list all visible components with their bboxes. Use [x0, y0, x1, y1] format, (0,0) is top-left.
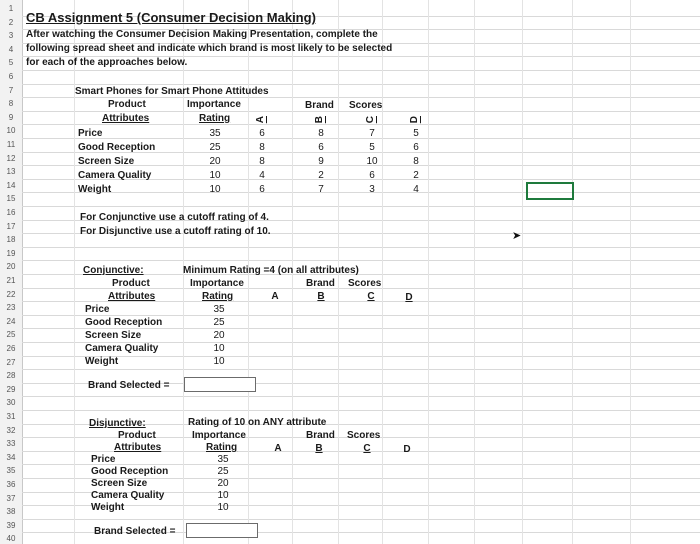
row-number[interactable]: 36 — [0, 478, 22, 492]
attribute-label: Screen Size — [91, 478, 148, 489]
disjunctive-label: Disjunctive: — [89, 418, 146, 429]
row-number[interactable]: 33 — [0, 437, 22, 451]
row-number[interactable]: 31 — [0, 410, 22, 424]
row-number[interactable]: 34 — [0, 451, 22, 465]
conj-importance-label: Importance — [190, 278, 244, 289]
score-c: 3 — [369, 184, 375, 195]
row-number[interactable]: 16 — [0, 206, 22, 220]
score-d: 5 — [413, 128, 419, 139]
row-number[interactable]: 14 — [0, 179, 22, 193]
row-number[interactable]: 17 — [0, 220, 22, 234]
row-number[interactable]: 19 — [0, 247, 22, 261]
row-number[interactable]: 7 — [0, 84, 22, 98]
score-a: 6 — [259, 128, 265, 139]
score-a: 6 — [259, 184, 265, 195]
row-gridline — [22, 356, 700, 357]
disj-rating-label: Rating — [206, 442, 238, 453]
column-gridline — [474, 0, 475, 544]
row-number[interactable]: 15 — [0, 192, 22, 206]
row-number[interactable]: 22 — [0, 288, 22, 302]
conj-brand-c: C — [367, 291, 375, 302]
row-number[interactable]: 29 — [0, 383, 22, 397]
disj-brand-selected-label: Brand Selected = — [94, 526, 176, 537]
table1-attributes-label: Attributes — [102, 113, 150, 124]
score-d: 6 — [413, 142, 419, 153]
row-number[interactable]: 26 — [0, 342, 22, 356]
table1-product-label: Product — [108, 99, 146, 110]
attribute-label: Price — [91, 454, 116, 465]
table1-heading: Smart Phones for Smart Phone Attitudes — [75, 86, 269, 97]
row-number[interactable]: 25 — [0, 328, 22, 342]
table1-scores-label: Scores — [349, 100, 383, 111]
score-c: 6 — [369, 170, 375, 181]
row-number[interactable]: 18 — [0, 233, 22, 247]
row-number[interactable]: 37 — [0, 492, 22, 506]
importance-value: 25 — [209, 142, 221, 153]
conj-brand-selected-input[interactable] — [184, 377, 256, 392]
row-number[interactable]: 28 — [0, 369, 22, 383]
score-b: 7 — [318, 184, 324, 195]
row-number[interactable]: 38 — [0, 505, 22, 519]
table1-rating-label: Rating — [199, 113, 231, 124]
row-number[interactable]: 40 — [0, 532, 22, 544]
row-number[interactable]: 20 — [0, 260, 22, 274]
score-b: 8 — [318, 128, 324, 139]
row-gridline — [22, 410, 700, 411]
conj-rating-label: Rating — [202, 291, 234, 302]
score-c: 5 — [369, 142, 375, 153]
importance-value: 35 — [217, 454, 229, 465]
row-number[interactable]: 27 — [0, 356, 22, 370]
row-number[interactable]: 13 — [0, 165, 22, 179]
importance-value: 20 — [217, 478, 229, 489]
row-number[interactable]: 1 — [0, 2, 22, 16]
conj-brand-b: B — [317, 291, 325, 302]
row-number[interactable]: 11 — [0, 138, 22, 152]
score-c: 10 — [366, 156, 378, 167]
row-number[interactable]: 32 — [0, 424, 22, 438]
score-b: 6 — [318, 142, 324, 153]
row-number[interactable]: 5 — [0, 56, 22, 70]
disj-brand-d: D — [403, 444, 411, 455]
importance-value: 10 — [213, 343, 225, 354]
row-number[interactable]: 9 — [0, 111, 22, 125]
column-gridline — [74, 0, 75, 544]
conj-brand-selected-label: Brand Selected = — [88, 380, 170, 391]
column-gridline — [382, 0, 383, 544]
score-a: 8 — [259, 156, 265, 167]
importance-value: 20 — [213, 330, 225, 341]
row-gridline — [22, 315, 700, 316]
table1-brand-a-header: A — [255, 116, 266, 124]
disj-brand-c: C — [363, 443, 371, 454]
row-gridline — [22, 206, 700, 207]
table1-brand-c-header: C — [365, 116, 376, 124]
column-gridline — [428, 0, 429, 544]
attribute-label: Good Reception — [85, 317, 163, 328]
importance-value: 10 — [217, 502, 229, 513]
attribute-label: Weight — [91, 502, 125, 513]
row-number[interactable]: 12 — [0, 152, 22, 166]
importance-value: 10 — [209, 170, 221, 181]
row-gridline — [22, 247, 700, 248]
column-gridline — [630, 0, 631, 544]
score-a: 4 — [259, 170, 265, 181]
score-d: 4 — [413, 184, 419, 195]
conj-brand-a: A — [271, 291, 279, 302]
row-gridline — [22, 396, 700, 397]
table1-brand-label: Brand — [305, 100, 334, 111]
mouse-pointer-icon: ➤ — [512, 230, 522, 242]
score-d: 8 — [413, 156, 419, 167]
row-number[interactable]: 3 — [0, 29, 22, 43]
disj-scores-label: Scores — [347, 430, 381, 441]
disj-brand-selected-input[interactable] — [186, 523, 258, 538]
row-number[interactable]: 8 — [0, 97, 22, 111]
conj-attributes-label: Attributes — [108, 291, 156, 302]
table1-importance-label: Importance — [187, 99, 241, 110]
attribute-label: Good Reception — [78, 142, 156, 153]
column-gridline — [522, 0, 523, 544]
importance-value: 10 — [217, 490, 229, 501]
attribute-label: Weight — [78, 184, 112, 195]
selected-cell[interactable] — [526, 182, 574, 200]
row-number[interactable]: 23 — [0, 301, 22, 315]
row-number[interactable]: 35 — [0, 464, 22, 478]
row-gridline — [22, 519, 700, 520]
disjunctive-rule: Rating of 10 on ANY attribute — [188, 417, 327, 428]
row-number[interactable]: 4 — [0, 43, 22, 57]
disj-importance-label: Importance — [192, 430, 246, 441]
score-b: 9 — [318, 156, 324, 167]
attribute-label: Price — [85, 304, 110, 315]
importance-value: 20 — [209, 156, 221, 167]
column-gridline — [572, 0, 573, 544]
importance-value: 25 — [213, 317, 225, 328]
row-gridline — [22, 260, 700, 261]
importance-value: 10 — [209, 184, 221, 195]
importance-value: 25 — [217, 466, 229, 477]
disj-brand-label: Brand — [306, 430, 335, 441]
attribute-label: Screen Size — [85, 330, 142, 341]
intro-line-3: for each of the approaches below. — [26, 57, 188, 68]
attribute-label: Price — [78, 128, 103, 139]
sheet-title: CB Assignment 5 (Consumer Decision Making) — [26, 10, 316, 25]
conjunctive-label: Conjunctive: — [83, 265, 144, 276]
score-a: 8 — [259, 142, 265, 153]
conjunctive-rule: Minimum Rating =4 (on all attributes) — [183, 265, 359, 276]
conj-scores-label: Scores — [348, 278, 382, 289]
attribute-label: Camera Quality — [91, 490, 165, 501]
disjunctive-note: For Disjunctive use a cutoff rating of 10. — [80, 226, 271, 237]
attribute-label: Screen Size — [78, 156, 135, 167]
row-number[interactable]: 30 — [0, 396, 22, 410]
table1-brand-d-header: D — [409, 116, 420, 124]
row-number[interactable]: 2 — [0, 16, 22, 30]
table1-brand-b-header: B — [314, 116, 325, 124]
attribute-label: Good Reception — [91, 466, 169, 477]
row-gridline — [22, 70, 700, 71]
score-b: 2 — [318, 170, 324, 181]
row-number[interactable]: 24 — [0, 315, 22, 329]
attribute-label: Camera Quality — [85, 343, 159, 354]
importance-value: 10 — [213, 356, 225, 367]
row-gridline — [22, 84, 700, 85]
intro-line-1: After watching the Consumer Decision Making Presentation, complete the — [26, 29, 378, 40]
row-header-column — [0, 0, 23, 544]
disj-product-label: Product — [118, 430, 156, 441]
disj-brand-b: B — [315, 443, 323, 454]
score-d: 2 — [413, 170, 419, 181]
row-number[interactable]: 10 — [0, 124, 22, 138]
attribute-label: Camera Quality — [78, 170, 152, 181]
row-number[interactable]: 39 — [0, 519, 22, 533]
attribute-label: Weight — [85, 356, 119, 367]
conj-brand-label: Brand — [306, 278, 335, 289]
conj-product-label: Product — [112, 278, 150, 289]
disj-brand-a: A — [274, 443, 282, 454]
importance-value: 35 — [213, 304, 225, 315]
row-gridline — [22, 369, 700, 370]
row-number[interactable]: 21 — [0, 274, 22, 288]
row-number[interactable]: 6 — [0, 70, 22, 84]
importance-value: 35 — [209, 128, 221, 139]
intro-line-2: following spread sheet and indicate which brand is most likely to be selected — [26, 43, 393, 54]
conjunctive-note: For Conjunctive use a cutoff rating of 4. — [80, 212, 269, 223]
score-c: 7 — [369, 128, 375, 139]
conj-brand-d: D — [405, 292, 413, 303]
disj-attributes-label: Attributes — [114, 442, 162, 453]
